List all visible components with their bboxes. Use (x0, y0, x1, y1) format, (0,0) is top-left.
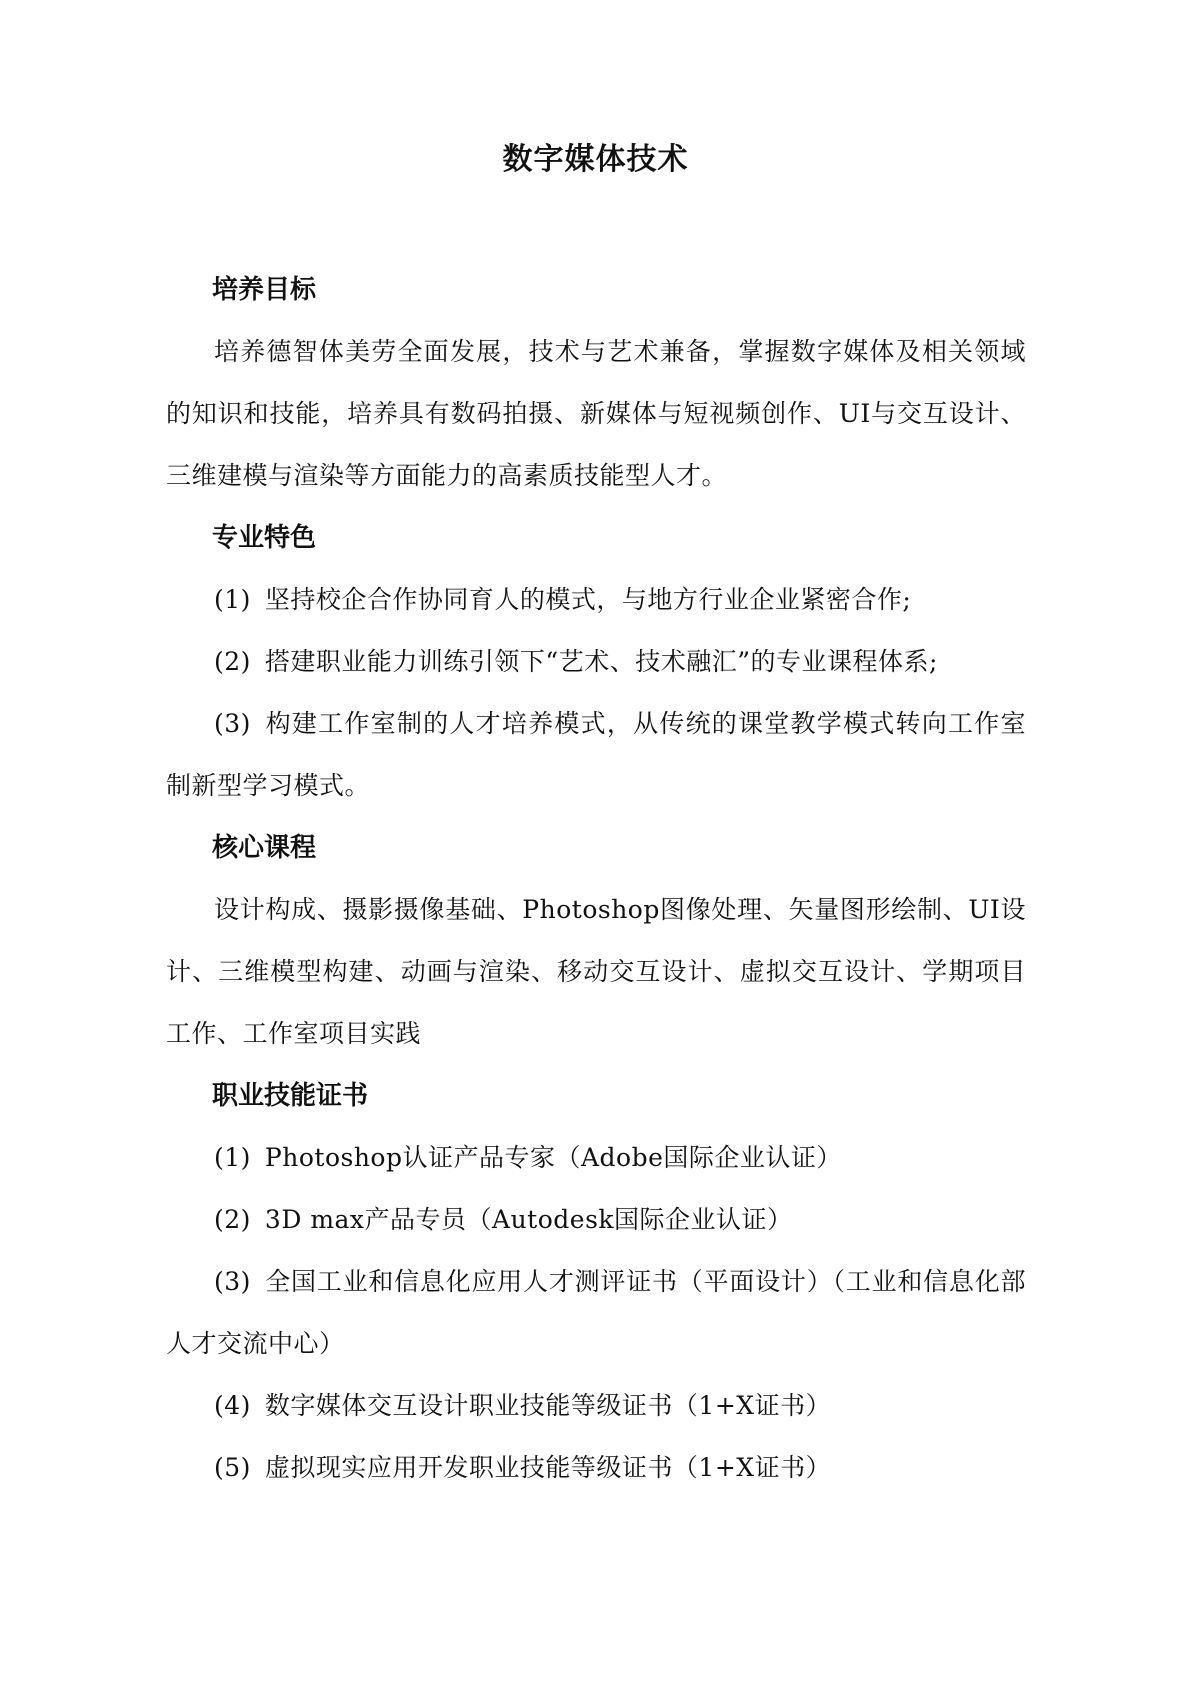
list-item (166, 569, 1026, 631)
list-item-text: 数字媒体交互设计职业技能等级证书（1+X证书） (264, 1391, 832, 1420)
section-heading-courses: 核心课程 (212, 833, 317, 863)
list-item-number: (3) (214, 709, 251, 738)
list-item-number: (1) (214, 585, 251, 614)
list-item (166, 1189, 1026, 1251)
list-item-text: Photoshop认证产品专家（Adobe国际企业认证） (264, 1143, 842, 1172)
list-item-number: (5) (214, 1453, 251, 1482)
document-title: 数字媒体技术 (502, 142, 689, 177)
list-item (166, 1127, 1026, 1189)
list-item-number: (3) (214, 1267, 251, 1296)
goal-paragraph: 培养德智体美劳全面发展，技术与艺术兼备，掌握数字媒体及相关领域的知识和技能，培养具有数码拍摄、新媒体与短视频创作、UI与交互设计、三维建模与渲染等方面能力的高素质技能型人才。 (166, 337, 1026, 490)
list-item-text: 搭建职业能力训练引领下“艺术、技术融汇”的专业课程体系; (264, 647, 938, 676)
section-heading-goal: 培养目标 (212, 275, 317, 305)
certificates-list (166, 1127, 1026, 1499)
list-item-text: 构建工作室制的人才培养模式，从传统的课堂教学模式转向工作室制新型学习模式。 (166, 709, 1026, 800)
features-list (166, 569, 1026, 817)
list-item-text: 虚拟现实应用开发职业技能等级证书（1+X证书） (264, 1453, 832, 1482)
list-item-text: 3D max产品专员（Autodesk国际企业认证） (264, 1205, 793, 1234)
list-item (166, 1251, 1026, 1375)
list-item (166, 631, 1026, 693)
list-item-text: 全国工业和信息化应用人才测评证书（平面设计）（工业和信息化部人才交流中心） (166, 1267, 1026, 1358)
document-body (166, 259, 1026, 1499)
courses-paragraph: 设计构成、摄影摄像基础、Photoshop图像处理、矢量图形绘制、UI设计、三维模型构建、动画与渲染、移动交互设计、虚拟交互设计、学期项目工作、工作室项目实践 (166, 895, 1026, 1048)
list-item (166, 693, 1026, 817)
section-heading-features: 专业特色 (212, 523, 317, 553)
list-item-number: (4) (214, 1391, 251, 1420)
list-item-number: (1) (214, 1143, 251, 1172)
list-item-text: 坚持校企合作协同育人的模式，与地方行业企业紧密合作; (264, 585, 912, 614)
section-heading-certificates: 职业技能证书 (212, 1081, 369, 1111)
list-item-number: (2) (214, 1205, 251, 1234)
list-item (166, 1437, 1026, 1499)
list-item (166, 1375, 1026, 1437)
list-item-number: (2) (214, 647, 251, 676)
